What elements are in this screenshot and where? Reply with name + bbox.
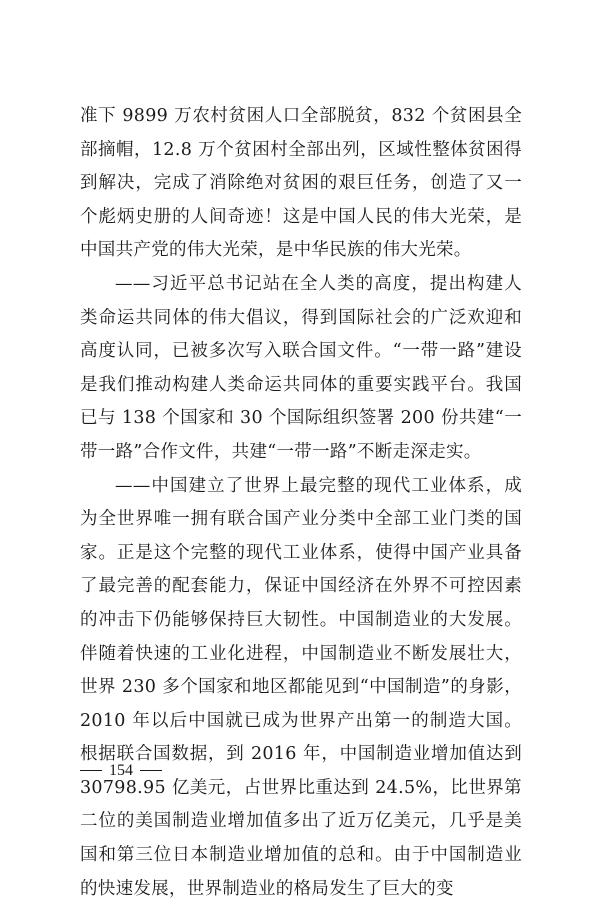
page-body <box>80 100 522 906</box>
page-footer <box>80 758 162 783</box>
paragraph-3: ——中国建立了世界上最完整的现代工业体系，成为全世界唯一拥有联合国产业分类中全部工业门类的国家。正是这个完整的现代工业体系，使得中国产业具备了最完善的配套能力，保证中国经济在外界不可控因素的冲击下仍能够保持巨大韧性。中国制造业的大发展。伴随着快速的工业化进程，中国制造业不断发展壮大，世界 230 多个国家和地区都能见到“中国制造”的身影，2010 年以后中国就已成为世界产出第一的制造大国。根据联合国数据，到 2016 年，中国制造业增加值达到 30798.95 亿美元，占世界比重达到 24.5%，比世界第二位的美国制造业增加值多出了近万亿美元，几乎是美国和第三位日本制造业增加值的总和。由于中国制造业的快速发展，世界制造业的格局发生了巨大的变 <box>80 475 522 899</box>
paragraph-1: 准下 9899 万农村贫困人口全部脱贫，832 个贫困县全部摘帽，12.8 万个贫困村全部出列，区域性整体贫困得到解决，完成了消除绝对贫困的艰巨任务，创造了又一个彪炳史册的人间奇迹！这是中国人民的伟大光荣，是中国共产党的伟大光荣，是中华民族的伟大光荣。 <box>80 106 522 261</box>
footer-dash-right <box>140 770 162 771</box>
footer-dash-left <box>80 770 102 771</box>
page-number: 154 <box>109 761 133 779</box>
paragraph-2: ——习近平总书记站在全人类的高度，提出构建人类命运共同体的伟大倡议，得到国际社会的广泛欢迎和高度认同，已被多次写入联合国文件。“一带一路”建设是我们推动构建人类命运共同体的重要实践平台。我国已与 138 个国家和 30 个国际组织签署 200 份共建“一带一路”合作文件，共建“一带一路”不断走深走实。 <box>80 273 522 462</box>
